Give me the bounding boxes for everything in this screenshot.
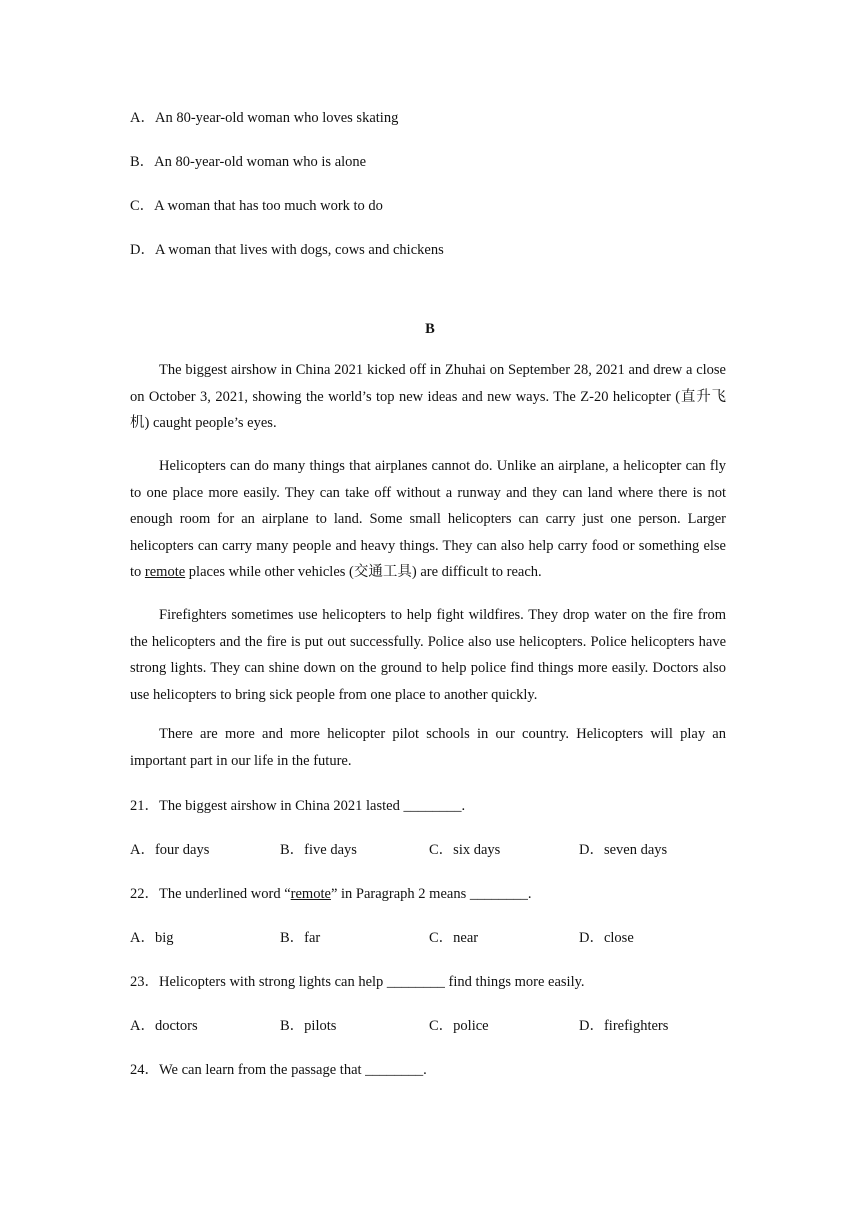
paragraph-2 [130,453,726,586]
q22-option-c: C．near [429,930,479,946]
q22-option-d: D．close [579,930,634,946]
paragraph-2-text-end: places while other vehicles (交通工具) are difficult to reach. [185,564,542,580]
question-24-stem: 24．We can learn from the passage that ________. [130,1062,427,1078]
q23-option-d: D．firefighters [579,1018,669,1034]
q21-option-c: C．six days [429,842,501,858]
prev-option-d: D．A woman that lives with dogs, cows and chickens [130,242,444,258]
q22-underlined-word: remote [290,886,331,902]
paragraph-2-text-start: Helicopters can do many things that airplanes cannot do. Unlike an airplane, a helicopter can fly to one place more easily. They can take off without a runway and they can land where there is not enough room for an airplane to land. Some small helicopters can carry just one person. Larger helicopters can carry many people and heavy things. They can also help carry food or something else to [130,458,726,580]
q22-stem-end: ” in Paragraph 2 means ________. [330,886,532,902]
paragraph-1 [130,357,726,437]
underlined-word-remote: remote [144,564,186,580]
q21-option-b: B．five days [280,842,357,858]
paragraph-3-text: Firefighters sometimes use helicopters to help fight wildfires. They drop water on the fire from the helicopters and the fire is put out successfully. Police also use helicopters. Police helicopters have strong lights. They can shine down on the ground to help police find things more easily. Doctors also use helicopters to bring sick people from one place to another quickly. [130,607,726,703]
section-title: B [425,321,435,337]
q23-option-b: B．pilots [280,1018,337,1034]
q22-option-a: A．big [130,930,174,946]
q23-option-c: C．police [429,1018,489,1034]
q23-option-a: A．doctors [130,1018,198,1034]
q22-option-b: B．far [280,930,321,946]
q21-option-a: A．four days [130,842,210,858]
paragraph-3 [130,602,726,708]
paragraph-1-text: The biggest airshow in China 2021 kicked off in Zhuhai on September 28, 2021 and drew a close on October 3, 2021, showing the world’s top new ideas and new ways. The Z-20 helicopter (直升飞机) caught people’s eyes. [130,362,726,431]
question-21-stem: 21．The biggest airshow in China 2021 lasted ________. [130,798,466,814]
paragraph-4-text: There are more and more helicopter pilot schools in our country. Helicopters will play an important part in our life in the future. [130,726,726,769]
question-22-stem [130,882,531,903]
prev-option-b: B．An 80-year-old woman who is alone [130,154,367,170]
prev-option-a: A．An 80-year-old woman who loves skating [130,110,399,126]
question-23-stem: 23．Helicopters with strong lights can help ________ find things more easily. [130,974,585,990]
q21-option-d: D．seven days [579,842,668,858]
q22-stem-start: 22．The underlined word “ [130,886,291,902]
prev-option-c: C．A woman that has too much work to do [130,198,383,214]
paragraph-4 [130,721,726,774]
